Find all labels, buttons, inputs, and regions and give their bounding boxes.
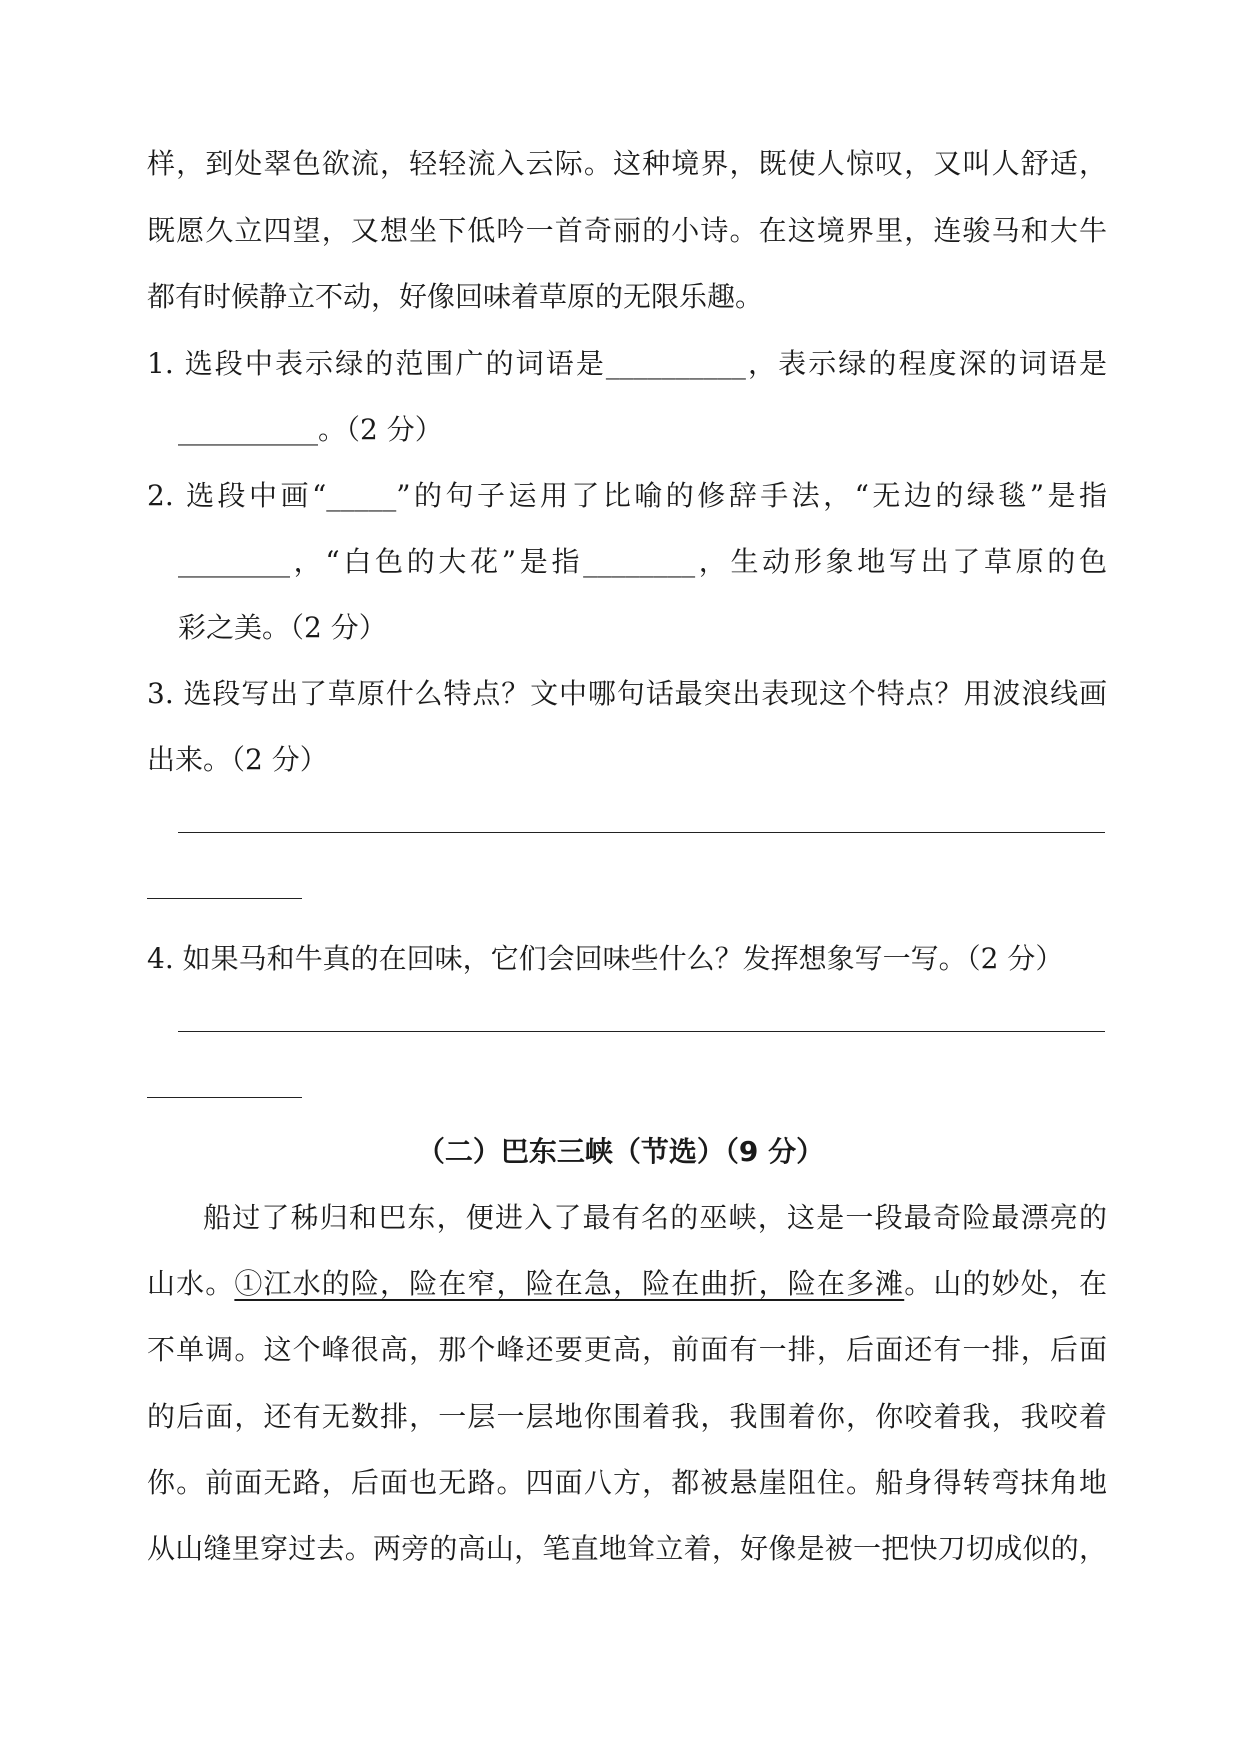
answer-line-q3-a[interactable]	[178, 832, 1105, 833]
passage2-line-6: 从山缝里穿过去。两旁的高山，笔直地耸立着，好像是被一把快刀切成似的，	[147, 1532, 1107, 1565]
answer-line-q3-b[interactable]	[147, 898, 302, 899]
answer-line-q4-a[interactable]	[178, 1031, 1105, 1032]
passage2-line-2-start: 山水。	[147, 1267, 235, 1300]
question-2-line-1: 2. 选段中画“_____”的句子运用了比喻的修辞手法，“无边的绿毯”是指	[147, 479, 1107, 512]
answer-line-q4-b[interactable]	[147, 1097, 302, 1098]
question-1-line-1: 1. 选段中表示绿的范围广的词语是__________，表示绿的程度深的词语是	[147, 347, 1107, 380]
passage1-line-1: 样，到处翠色欲流，轻轻流入云际。这种境界，既使人惊叹，又叫人舒适，	[147, 147, 1107, 180]
passage2-line-2-end: 。山的妙处，在	[904, 1267, 1107, 1300]
passage2-line-3: 不单调。这个峰很高，那个峰还要更高，前面有一排，后面还有一排，后面	[147, 1333, 1107, 1366]
section-heading: （二）巴东三峡（节选）（9 分）	[416, 1135, 825, 1168]
passage2-line-5: 你。前面无路，后面也无路。四面八方，都被悬崖阻住。船身得转弯抹角地	[147, 1466, 1107, 1499]
question-3-line-2: 出来。（2 分）	[147, 743, 328, 776]
passage1-line-2: 既愿久立四望，又想坐下低吟一首奇丽的小诗。在这境界里，连骏马和大牛	[147, 214, 1107, 247]
question-2-line-3: 彩之美。（2 分）	[178, 611, 387, 644]
underlined-sentence: ①江水的险，险在窄，险在急，险在曲折，险在多滩	[234, 1267, 905, 1300]
passage2-line-4: 的后面，还有无数排，一层一层地你围着我，我围着你，你咬着我，我咬着	[147, 1400, 1107, 1433]
question-1-line-2: __________。（2 分）	[178, 413, 443, 446]
passage1-line-3: 都有时候静立不动，好像回味着草原的无限乐趣。	[147, 280, 764, 313]
question-4-line-1: 4. 如果马和牛真的在回味，它们会回味些什么？发挥想象写一写。（2 分）	[147, 942, 1064, 975]
passage2-line-1: 船过了秭归和巴东，便进入了最有名的巫峡，这是一段最奇险最漂亮的	[203, 1201, 1107, 1234]
question-2-line-2: ________，“白色的大花”是指________，生动形象地写出了草原的色	[178, 545, 1107, 578]
question-3-line-1: 3. 选段写出了草原什么特点？文中哪句话最突出表现这个特点？用波浪线画	[147, 677, 1107, 710]
passage2-line-2	[147, 1264, 1107, 1304]
